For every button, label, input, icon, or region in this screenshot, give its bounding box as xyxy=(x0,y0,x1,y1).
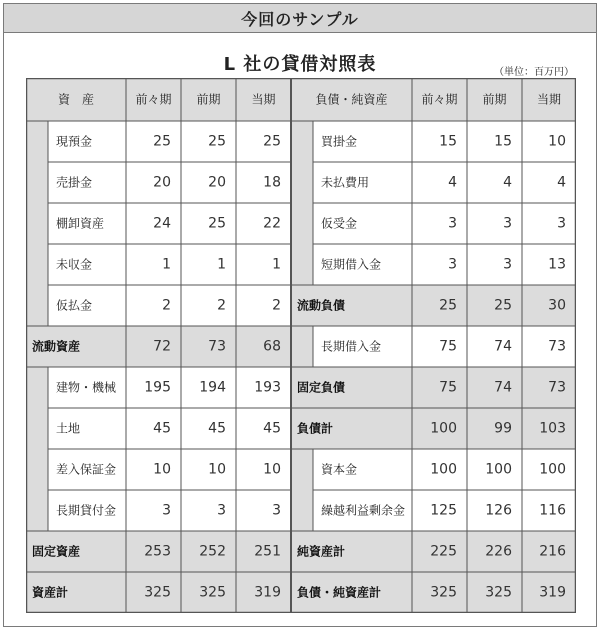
right-row-label: 仮受金 xyxy=(321,216,358,231)
right-row-label: 純資産計 xyxy=(297,544,346,559)
left-row-value: 325 xyxy=(199,584,226,601)
right-row-value: 15 xyxy=(439,133,457,150)
left-indent-strip xyxy=(26,121,48,162)
left-row-value: 73 xyxy=(208,338,226,355)
right-row-value: 15 xyxy=(494,133,512,150)
left-row-value: 72 xyxy=(153,338,171,355)
left-row-value: 68 xyxy=(263,338,281,355)
left-row-value: 253 xyxy=(144,543,171,560)
right-row-value: 226 xyxy=(485,543,512,560)
right-row-value: 74 xyxy=(494,379,512,396)
right-row-value: 10 xyxy=(548,133,566,150)
left-period-2: 当期 xyxy=(251,92,276,107)
right-row-value: 30 xyxy=(548,297,566,314)
left-indent-strip xyxy=(26,490,48,531)
left-row-value: 1 xyxy=(217,256,226,273)
right-row-label: 固定負債 xyxy=(297,380,346,395)
right-row-value: 74 xyxy=(494,338,512,355)
right-row-value: 4 xyxy=(557,174,566,191)
right-indent-strip xyxy=(291,244,313,285)
left-row-value: 25 xyxy=(208,215,226,232)
right-row-value: 225 xyxy=(430,543,457,560)
left-row-label: 現預金 xyxy=(56,134,93,149)
left-indent-strip xyxy=(26,449,48,490)
left-row-value: 325 xyxy=(144,584,171,601)
right-row-value: 99 xyxy=(494,420,512,437)
right-row-label: 負債計 xyxy=(297,421,334,436)
left-row-label: 差入保証金 xyxy=(56,462,117,477)
right-row-value: 25 xyxy=(494,297,512,314)
left-row-label: 未収金 xyxy=(56,257,93,272)
right-indent-strip xyxy=(291,449,313,490)
left-row-value: 2 xyxy=(272,297,281,314)
left-row-value: 319 xyxy=(254,584,281,601)
right-row-value: 3 xyxy=(503,256,512,273)
right-indent-strip xyxy=(291,203,313,244)
left-row-value: 10 xyxy=(208,461,226,478)
right-indent-strip xyxy=(291,121,313,162)
right-period-2: 当期 xyxy=(536,92,562,107)
left-row-value: 18 xyxy=(263,174,281,191)
left-row-value: 193 xyxy=(254,379,281,396)
right-row-value: 75 xyxy=(439,338,457,355)
left-row-value: 25 xyxy=(153,133,171,150)
left-row-value: 24 xyxy=(153,215,171,232)
banner: 今回のサンプル xyxy=(4,4,596,33)
left-row-value: 252 xyxy=(199,543,226,560)
right-row-value: 103 xyxy=(539,420,566,437)
right-row-label: 流動負債 xyxy=(297,298,346,313)
right-row-value: 325 xyxy=(430,584,457,601)
sheet-title: L 社の貸借対照表 xyxy=(223,54,377,75)
right-row-label: 資本金 xyxy=(321,462,358,477)
left-row-label: 資産計 xyxy=(32,585,69,600)
left-row-value: 3 xyxy=(217,502,226,519)
left-row-label: 流動資産 xyxy=(32,339,81,354)
right-row-value: 73 xyxy=(548,379,566,396)
left-row-value: 45 xyxy=(208,420,226,437)
right-row-label: 短期借入金 xyxy=(321,257,382,272)
right-row-value: 25 xyxy=(439,297,457,314)
right-row-value: 100 xyxy=(430,420,457,437)
left-row-value: 1 xyxy=(272,256,281,273)
right-row-value: 3 xyxy=(448,256,457,273)
right-row-value: 116 xyxy=(539,502,566,519)
left-row-value: 25 xyxy=(208,133,226,150)
right-period-0: 前々期 xyxy=(421,92,458,107)
left-indent-strip xyxy=(26,244,48,285)
left-row-label: 棚卸資産 xyxy=(56,216,105,231)
left-row-value: 45 xyxy=(153,420,171,437)
right-row-value: 325 xyxy=(485,584,512,601)
right-indent-strip xyxy=(291,490,313,531)
left-row-value: 251 xyxy=(254,543,281,560)
right-row-value: 125 xyxy=(430,502,457,519)
left-row-label: 土地 xyxy=(56,421,81,436)
right-indent-strip xyxy=(291,162,313,203)
left-row-value: 25 xyxy=(263,133,281,150)
right-row-value: 4 xyxy=(503,174,512,191)
right-header-label: 負債・純資産 xyxy=(315,92,388,107)
right-row-value: 319 xyxy=(539,584,566,601)
left-row-label: 建物・機械 xyxy=(56,380,117,395)
right-row-label: 未払費用 xyxy=(321,175,370,190)
unit-note: （単位：百万円） xyxy=(494,67,574,78)
left-row-value: 1 xyxy=(162,256,171,273)
right-row-label: 買掛金 xyxy=(321,134,358,149)
left-row-label: 固定資産 xyxy=(32,544,81,559)
left-indent-strip xyxy=(26,367,48,408)
left-row-value: 45 xyxy=(263,420,281,437)
right-row-value: 13 xyxy=(548,256,566,273)
right-row-label: 繰越利益剰余金 xyxy=(321,503,406,518)
right-row-value: 216 xyxy=(539,543,566,560)
left-row-value: 3 xyxy=(272,502,281,519)
left-row-value: 10 xyxy=(153,461,171,478)
left-row-value: 2 xyxy=(162,297,171,314)
left-header-label: 資 産 xyxy=(57,92,95,107)
left-row-value: 22 xyxy=(263,215,281,232)
right-row-value: 3 xyxy=(448,215,457,232)
right-row-value: 126 xyxy=(485,502,512,519)
right-row-value: 100 xyxy=(485,461,512,478)
right-row-value: 73 xyxy=(548,338,566,355)
right-row-label: 長期借入金 xyxy=(321,339,382,354)
right-indent-strip xyxy=(291,326,313,367)
left-period-1: 前期 xyxy=(196,92,221,107)
left-row-value: 195 xyxy=(144,379,171,396)
left-row-value: 3 xyxy=(162,502,171,519)
left-row-value: 10 xyxy=(263,461,281,478)
right-period-1: 前期 xyxy=(482,92,507,107)
right-row-label: 負債・純資産計 xyxy=(297,585,382,600)
left-row-value: 2 xyxy=(217,297,226,314)
left-indent-strip xyxy=(26,162,48,203)
left-row-label: 仮払金 xyxy=(56,298,93,313)
left-row-label: 売掛金 xyxy=(56,175,93,190)
left-indent-strip xyxy=(26,285,48,326)
right-row-value: 3 xyxy=(557,215,566,232)
left-row-value: 20 xyxy=(208,174,226,191)
right-row-value: 100 xyxy=(539,461,566,478)
sample-frame xyxy=(3,3,597,627)
right-row-value: 75 xyxy=(439,379,457,396)
right-row-value: 100 xyxy=(430,461,457,478)
left-row-label: 長期貸付金 xyxy=(56,503,117,518)
left-period-0: 前々期 xyxy=(135,92,172,107)
left-row-value: 194 xyxy=(199,379,226,396)
left-row-value: 20 xyxy=(153,174,171,191)
left-indent-strip xyxy=(26,203,48,244)
left-indent-strip xyxy=(26,408,48,449)
right-row-value: 3 xyxy=(503,215,512,232)
balance-sheet-table xyxy=(26,78,576,613)
right-row-value: 4 xyxy=(448,174,457,191)
